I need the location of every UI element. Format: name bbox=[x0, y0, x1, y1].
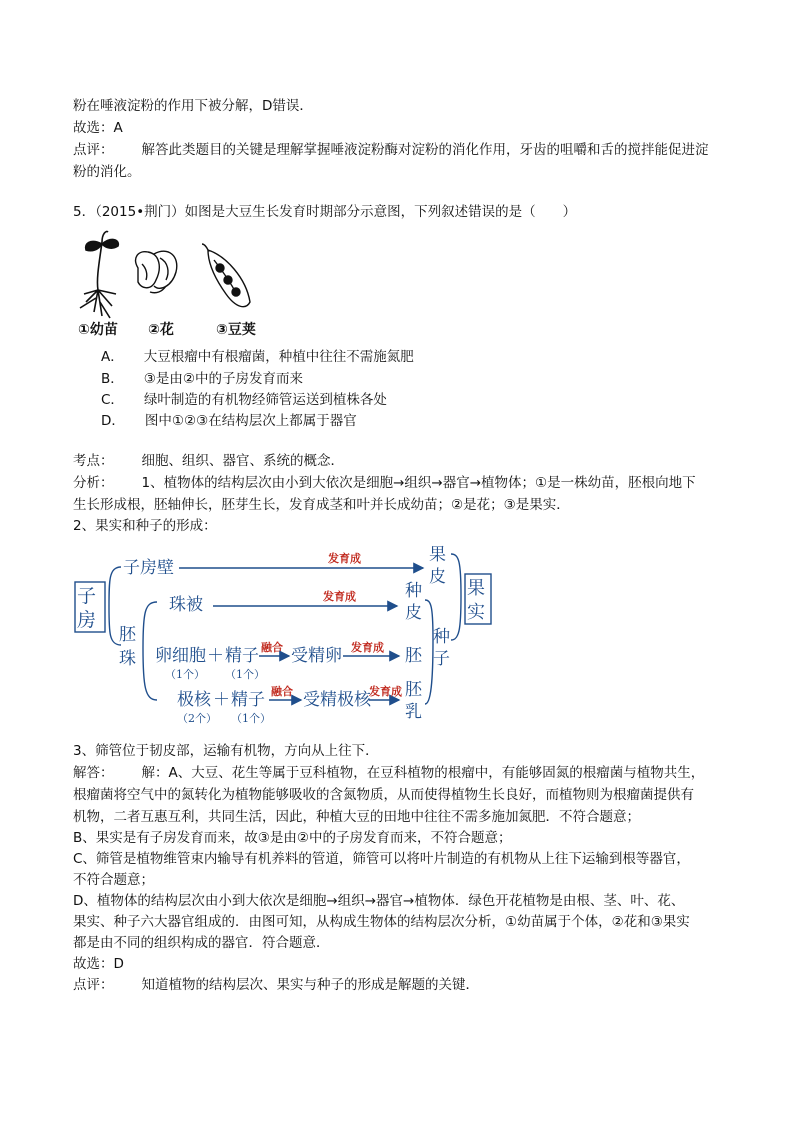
jieda-text-7: D、植物体的结构层次由小到大依次是细胞→组织→器官→植物体．绿色开花植物是由根、茎、叶、花、 bbox=[73, 893, 685, 909]
option-c bbox=[101, 390, 387, 410]
label-seed-1: 种 bbox=[433, 627, 450, 647]
option-a-letter: A． bbox=[101, 349, 124, 365]
flower-drawing bbox=[136, 251, 177, 293]
label-fuse-2: 融合 bbox=[271, 685, 293, 698]
option-d-text: 图中①②③在结构层次上都属于器官 bbox=[144, 413, 357, 429]
label-ovary-wall: 子房壁 bbox=[123, 558, 174, 578]
label-seed-2: 子 bbox=[433, 649, 450, 669]
pod-drawing bbox=[202, 244, 250, 307]
option-a-text: 大豆根瘤中有根瘤菌，种植中往往不需施氮肥 bbox=[143, 349, 414, 365]
prev-comment-text: 解答此类题目的关键是理解掌握唾液淀粉酶对淀粉的消化作用，牙齿的咀嚼和舌的搅拌能促进淀 bbox=[141, 142, 709, 158]
label-endosperm-2: 乳 bbox=[405, 702, 422, 722]
seedling-drawing bbox=[80, 231, 118, 318]
jieda-label: 解答： bbox=[73, 765, 114, 781]
option-d bbox=[101, 411, 357, 431]
label-pericarp-2: 皮 bbox=[429, 567, 446, 587]
jieda-text-5: C、筛管是植物维管束内输导有机养料的管道，筛管可以将叶片制造的有机物从上往下运输到根等器官， bbox=[73, 851, 690, 867]
option-a bbox=[101, 347, 414, 367]
jieda bbox=[73, 763, 704, 783]
q5-comment-text: 知道植物的结构层次、果实与种子的形成是解题的关键． bbox=[141, 977, 479, 993]
q5-comment bbox=[73, 975, 479, 995]
label-egg-cell: 卵细胞 bbox=[155, 646, 206, 666]
q5-comment-label: 点评： bbox=[73, 977, 114, 993]
label-develop-1: 发育成 bbox=[328, 552, 361, 565]
label-endosperm-1: 胚 bbox=[405, 680, 422, 700]
label-integument: 珠被 bbox=[169, 595, 203, 615]
question-stem: 5．（2015•荆门）如图是大豆生长发育时期部分示意图，下列叙述错误的是（ ） bbox=[73, 204, 577, 220]
jieda-text-8: 果实、种子六大器官组成的．由图可知，从构成生物体的结构层次分析，①幼苗属于个体，②花和③果实 bbox=[73, 914, 690, 930]
kaodian-label: 考点： bbox=[73, 453, 114, 469]
label-pericarp-1: 果 bbox=[429, 545, 446, 565]
fenxi-label: 分析： bbox=[73, 475, 114, 491]
kaodian-text: 细胞、组织、器官、系统的概念． bbox=[141, 453, 344, 469]
label-develop-4: 发育成 bbox=[369, 685, 402, 698]
fenxi-text-2: 生长形成根，胚轴伸长，胚芽生长，发育成茎和叶并长成幼苗；②是花；③是果实． bbox=[73, 497, 570, 513]
fruit-seed-formation-diagram bbox=[73, 540, 493, 730]
label-plus-1: ＋ bbox=[207, 646, 224, 666]
fenxi-text-4: 3、筛管位于韧皮部，运输有机物，方向从上往下． bbox=[73, 743, 379, 759]
label-ovary-1: 子 bbox=[77, 585, 97, 607]
label-ovule-2: 珠 bbox=[119, 649, 136, 669]
prev-comment-cont: 粉的消化。 bbox=[73, 164, 141, 180]
jieda-text-2: 根瘤菌将空气中的氮转化为植物能够吸收的含氮物质，从而使得植物生长良好，而植物则为根瘤菌提供有 bbox=[73, 787, 694, 803]
label-plus-2: ＋ bbox=[213, 690, 230, 710]
q5-answer: 故选：D bbox=[73, 956, 124, 972]
soybean-growth-figure bbox=[76, 228, 276, 340]
fenxi bbox=[73, 473, 696, 493]
prev-answer: 故选：A bbox=[73, 120, 123, 136]
label-fruit-1: 果 bbox=[467, 578, 485, 599]
fenxi-text-3: 2、果实和种子的形成： bbox=[73, 518, 217, 534]
label-develop-3: 发育成 bbox=[351, 641, 384, 654]
label-develop-2: 发育成 bbox=[323, 590, 356, 603]
prev-comment bbox=[73, 140, 709, 160]
jieda-text-1: 解：A、大豆、花生等属于豆科植物，在豆科植物的根瘤中，有能够固氮的根瘤菌与植物共生， bbox=[141, 765, 705, 781]
label-count-polar: （2个） bbox=[177, 712, 217, 725]
label-seedcoat-1: 种 bbox=[405, 581, 422, 601]
option-c-letter: C． bbox=[101, 392, 124, 408]
label-ovule-1: 胚 bbox=[119, 625, 136, 645]
label-count-sperm-2: （1个） bbox=[231, 712, 271, 725]
label-seedcoat-2: 皮 bbox=[405, 603, 422, 623]
jieda-text-4: B、果实是有子房发育而来，故③是由②中的子房发育而来，不符合题意； bbox=[73, 830, 512, 846]
jieda-text-9: 都是由不同的组织构成的器官．符合题意． bbox=[73, 935, 330, 951]
label-count-sperm-1: （1个） bbox=[225, 668, 265, 681]
option-c-text: 绿叶制造的有机物经筛管运送到植株各处 bbox=[143, 392, 387, 408]
label-zygote: 受精卵 bbox=[291, 646, 342, 666]
option-b-text: ③是由②中的子房发育而来 bbox=[143, 371, 303, 387]
label-embryo: 胚 bbox=[405, 646, 422, 666]
label-fert-polar: 受精极核 bbox=[303, 690, 371, 710]
label-sperm-1: 精子 bbox=[225, 646, 259, 666]
option-d-letter: D． bbox=[101, 413, 125, 429]
label-ovary-2: 房 bbox=[77, 609, 97, 631]
prev-text-line: 粉在唾液淀粉的作用下被分解，D错误． bbox=[73, 98, 313, 114]
option-b-letter: B． bbox=[101, 371, 124, 387]
label-fuse-1: 融合 bbox=[261, 641, 283, 654]
figure-label-flower: ②花 bbox=[148, 322, 174, 338]
fruit-brace bbox=[451, 554, 461, 640]
prev-comment-label: 点评： bbox=[73, 142, 114, 158]
label-sperm-2: 精子 bbox=[231, 690, 265, 710]
jieda-text-3: 机物，二者互惠互利，共同生活，因此，种植大豆的田地中往往不需多施加氮肥．不符合题意； bbox=[73, 809, 640, 825]
fenxi-text-1: 1、植物体的结构层次由小到大依次是细胞→组织→器官→植物体；①是一株幼苗，胚根向地下 bbox=[141, 475, 696, 491]
jieda-text-6: 不符合题意； bbox=[73, 872, 154, 888]
seed-brace bbox=[425, 600, 433, 704]
figure-label-seedling: ①幼苗 bbox=[78, 322, 118, 338]
kaodian bbox=[73, 451, 344, 471]
label-fruit-2: 实 bbox=[467, 602, 485, 623]
label-count-egg: （1个） bbox=[165, 668, 205, 681]
option-b bbox=[101, 369, 303, 389]
figure-label-pod: ③豆荚 bbox=[216, 322, 256, 338]
label-polar-nuclei: 极核 bbox=[177, 690, 211, 710]
